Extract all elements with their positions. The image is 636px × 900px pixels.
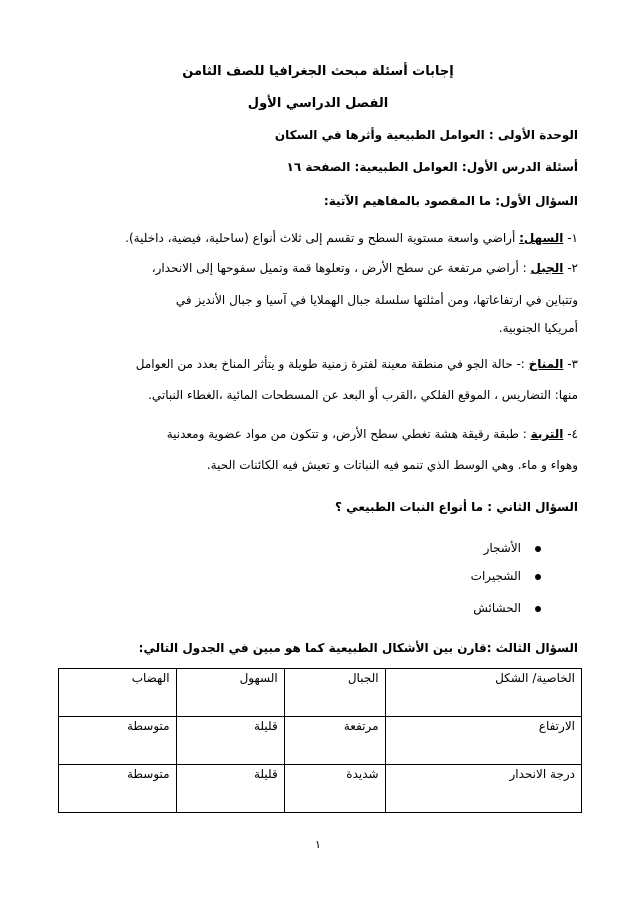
definition-text: أمريكيا الجنوبية. <box>498 321 578 335</box>
table-cell: الهضاب <box>59 669 177 717</box>
item-number: ١- <box>567 231 578 245</box>
question-2-heading: السؤال الثاني : ما أنواع النبات الطبيعي ؟ <box>335 500 578 514</box>
item-number: ٣- <box>567 357 578 371</box>
table-cell: الجبال <box>284 669 385 717</box>
definition-text: : طبقة رقيقة هشة تغطي سطح الأرض، و تتكون من مواد عضوية ومعدنية <box>166 427 527 441</box>
definition-text: :- حالة الجو في منطقة معينة لفترة زمنية طويلة و يتأثر المناخ بعدد من العوامل <box>135 357 525 371</box>
question-3-heading: السؤال الثالث :قارن بين الأشكال الطبيعية كما هو مبين في الجدول التالي: <box>138 641 578 655</box>
term: السهل: <box>519 231 564 245</box>
definition-text: أراضي واسعة مستوية السطح و تقسم إلى ثلاث أنواع (ساحلية، فيضية، داخلية). <box>125 231 516 245</box>
definition-text: وهواء و ماء. وهي الوسط الذي تنمو فيه النباتات و تعيش فيه الكائنات الحية. <box>206 458 578 472</box>
item-number: ٢- <box>567 261 578 275</box>
term: المناخ <box>528 357 564 371</box>
definition-text: منها: التضاريس ، الموقع الفلكي ،القرب أو البعد عن المسطحات المائية ،الغطاء النباتي. <box>148 388 578 402</box>
table-cell: السهول <box>176 669 284 717</box>
page-number: ١ <box>315 838 321 851</box>
document-title: إجابات أسئلة مبحث الجغرافيا للصف الثامن <box>182 64 454 79</box>
table-cell: الخاصية/ الشكل <box>385 669 581 717</box>
comparison-table <box>58 668 582 813</box>
table-cell: قليلة <box>176 765 284 813</box>
term: التربة <box>530 427 564 441</box>
semester-title: الفصل الدراسي الأول <box>247 96 389 111</box>
item-number: ٤- <box>567 427 578 441</box>
definition-text: : أراضي مرتفعة عن سطح الأرض ، وتعلوها قمة وتميل سفوحها إلى الانحدار، <box>151 261 527 275</box>
term: الجبل <box>530 261 564 275</box>
table-cell: متوسطة <box>59 717 177 765</box>
table-row <box>59 717 582 765</box>
definition-soil <box>50 424 578 444</box>
question-1-heading: السؤال الأول: ما المقصود بالمفاهيم الآتية: <box>323 194 578 208</box>
bullet-icon <box>535 606 541 612</box>
table-row <box>59 765 582 813</box>
table-cell: مرتفعة <box>284 717 385 765</box>
bullet-icon <box>535 574 541 580</box>
list-item: الأشجار <box>484 538 541 558</box>
definition-climate <box>50 354 578 374</box>
table-cell: متوسطة <box>59 765 177 813</box>
bullet-icon <box>535 546 541 552</box>
table-cell: قليلة <box>176 717 284 765</box>
table-cell: درجة الانحدار <box>385 765 581 813</box>
list-item: الشجيرات <box>471 566 541 586</box>
lesson-heading: أسئلة الدرس الأول: العوامل الطبيعية: الصفحة ١٦ <box>286 160 578 174</box>
table-cell: شديدة <box>284 765 385 813</box>
unit-heading: الوحدة الأولى : العوامل الطبيعية وأثرها في السكان <box>274 128 578 142</box>
table-cell: الارتفاع <box>385 717 581 765</box>
table-row <box>59 669 582 717</box>
definition-text: وتتباين في ارتفاعاتها، ومن أمثلتها سلسلة جبال الهملايا في آسيا و جبال الأنديز في <box>175 293 578 307</box>
definition-mountain <box>50 258 578 278</box>
definition-plain <box>50 228 578 248</box>
list-item: الحشائش <box>473 598 541 618</box>
